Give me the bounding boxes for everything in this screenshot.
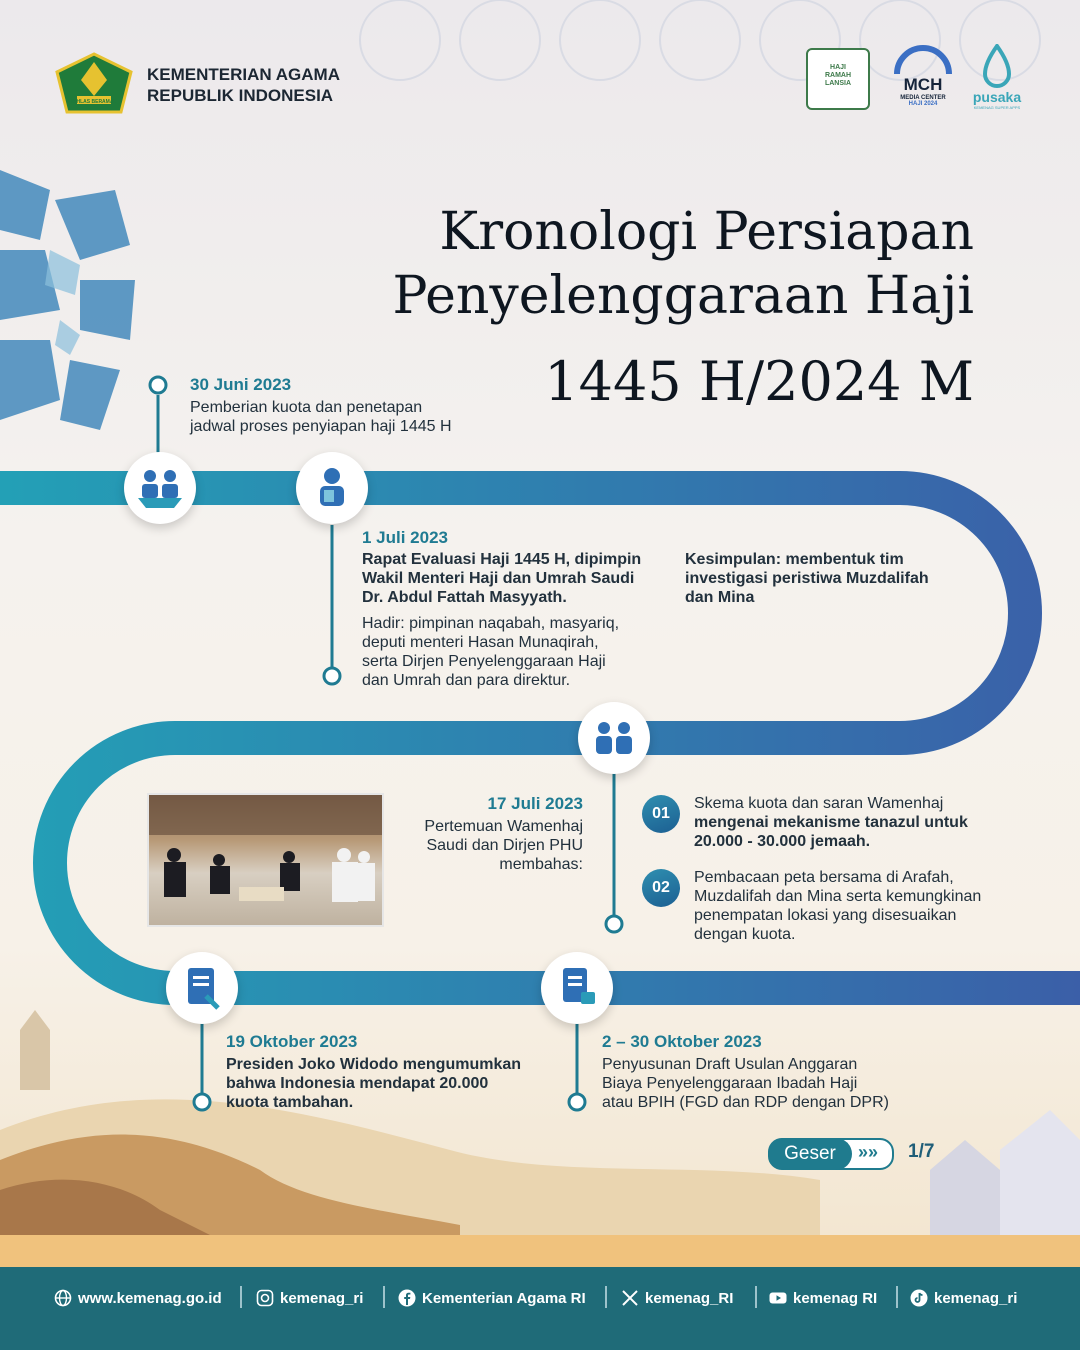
event1-text: [190, 398, 452, 436]
point-01-line3: 20.000 - 30.000 jemaah.: [694, 833, 871, 850]
footer-instagram[interactable]: [256, 1289, 363, 1307]
people-group-icon: [124, 452, 196, 524]
point-02-line3: penempatan lokasi yang disesuaikan: [694, 907, 957, 924]
event3-date: 17 Juli 2023: [487, 794, 583, 813]
event3-text: [424, 817, 583, 874]
meeting-photo: [147, 793, 384, 927]
event4-line1: Presiden Joko Widodo mengumumkan: [226, 1056, 522, 1073]
x-icon: [621, 1289, 639, 1307]
footer-divider: [383, 1286, 385, 1308]
footer-website[interactable]: [54, 1289, 222, 1307]
event1-date: 30 Juni 2023: [190, 375, 292, 394]
event2-bold-line3: Dr. Abdul Fattah Masyyath.: [362, 589, 567, 606]
event4-date: 19 Oktober 2023: [226, 1032, 358, 1051]
footer-tiktok-label: kemenag_ri: [934, 1289, 1018, 1307]
officer-icon: [296, 452, 368, 524]
title-line3: 1445 H/2024 M: [544, 350, 974, 413]
footer-facebook[interactable]: [398, 1289, 586, 1307]
point-02-line1: Pembacaan peta bersama di Arafah,: [694, 869, 954, 886]
footer-divider: [896, 1286, 898, 1308]
tiktok-icon: [910, 1289, 928, 1307]
event2-date: 1 Juli 2023: [362, 528, 449, 547]
pusaka-sub: KEMENAG SUPER APPS: [973, 105, 1021, 110]
footer-x-label: kemenag_RI: [645, 1289, 734, 1307]
event2-text: [362, 614, 619, 690]
event3-text-line3: membahas:: [499, 856, 583, 873]
hrl-line3: LANSIA: [824, 80, 852, 87]
event2-conclusion-line1: Kesimpulan: membentuk tim: [685, 551, 904, 568]
page-indicator: 1/7: [908, 1141, 935, 1162]
footer-youtube-label: kemenag RI: [793, 1289, 878, 1307]
hrl-line1: HAJI: [830, 64, 846, 71]
geser-button[interactable]: Geser: [768, 1138, 852, 1170]
event2-text-line4: dan Umrah dan para direktur.: [362, 672, 571, 689]
svg-text:IKHLAS BERAMAL: IKHLAS BERAMAL: [71, 99, 117, 105]
event3-text-line2: Saudi dan Dirjen PHU: [426, 837, 583, 854]
mch-text: MCH: [903, 75, 943, 94]
event4-text: [226, 1055, 521, 1112]
footer-tiktok[interactable]: [910, 1289, 1017, 1307]
event4-line2: bahwa Indonesia mendapat 20.000: [226, 1075, 489, 1092]
point-02-text: [694, 868, 981, 944]
next-arrows-icon[interactable]: »»: [858, 1142, 879, 1162]
ministry-line2: REPUBLIK INDONESIA: [147, 86, 334, 105]
event5-line1: Penyusunan Draft Usulan Anggaran: [602, 1056, 858, 1073]
event2-text-line1: Hadir: pimpinan naqabah, masyariq,: [362, 615, 620, 632]
point-01-line1: Skema kuota dan saran Wamenhaj: [694, 795, 944, 812]
point-02-line4: dengan kuota.: [694, 926, 796, 943]
ministry-line1: KEMENTERIAN AGAMA: [147, 65, 340, 84]
event4-line3: kuota tambahan.: [226, 1094, 354, 1111]
document-announcement-icon: [166, 952, 238, 1024]
budget-document-icon: [541, 952, 613, 1024]
event2-bold-line2: Wakil Menteri Haji dan Umrah Saudi: [362, 570, 635, 587]
point-01-badge: 01: [642, 795, 680, 833]
event5-date: 2 – 30 Oktober 2023: [602, 1032, 762, 1051]
event2-bold: [362, 550, 641, 607]
footer-x[interactable]: [621, 1289, 733, 1307]
mch-sub1: MEDIA CENTER: [900, 95, 946, 101]
footer-divider: [605, 1286, 607, 1308]
footer-website-label: www.kemenag.go.id: [78, 1289, 222, 1307]
event1-text-line2: jadwal proses penyiapan haji 1445 H: [190, 418, 452, 435]
title-line2: Penyelenggaraan Haji: [392, 266, 974, 326]
footer-divider: [240, 1286, 242, 1308]
event2-text-line3: serta Dirjen Penyelenggaraan Haji: [362, 653, 606, 670]
event2-conclusion: [685, 550, 929, 607]
event2-bold-line1: Rapat Evaluasi Haji 1445 H, dipimpin: [362, 551, 642, 568]
footer-facebook-label: Kementerian Agama RI: [422, 1289, 586, 1307]
event5-line2: Biaya Penyelenggaraan Ibadah Haji: [602, 1075, 858, 1092]
event2-text-line2: deputi menteri Hasan Munaqirah,: [362, 634, 599, 651]
event1-text-line1: Pemberian kuota dan penetapan: [190, 399, 423, 416]
footer-bar: [0, 1267, 1080, 1350]
pusaka-text: pusaka: [972, 89, 1022, 105]
facebook-icon: [398, 1289, 416, 1307]
event2-conclusion-line3: dan Mina: [685, 589, 755, 606]
event5-line3: atau BPIH (FGD dan RDP dengan DPR): [602, 1094, 889, 1111]
meeting-icon: [578, 702, 650, 774]
hrl-line2: RAMAH: [824, 72, 852, 79]
title-line1: Kronologi Persiapan: [439, 202, 974, 262]
point-02-line2: Muzdalifah dan Mina serta kemungkinan: [694, 888, 982, 905]
point-02-badge: 02: [642, 869, 680, 907]
youtube-icon: [769, 1289, 787, 1307]
point-01-text: [694, 794, 968, 851]
point-01-line2: mengenai mekanisme tanazul untuk: [694, 814, 968, 831]
footer-instagram-label: kemenag_ri: [280, 1289, 364, 1307]
instagram-icon: [256, 1289, 274, 1307]
footer-divider: [755, 1286, 757, 1308]
footer-youtube[interactable]: [769, 1289, 877, 1307]
event5-text: [602, 1055, 889, 1112]
event2-conclusion-line2: investigasi peristiwa Muzdalifah: [685, 570, 929, 587]
event3-text-line1: Pertemuan Wamenhaj: [424, 818, 583, 835]
globe-icon: [54, 1289, 72, 1307]
mch-sub2: HAJI 2024: [908, 101, 938, 107]
